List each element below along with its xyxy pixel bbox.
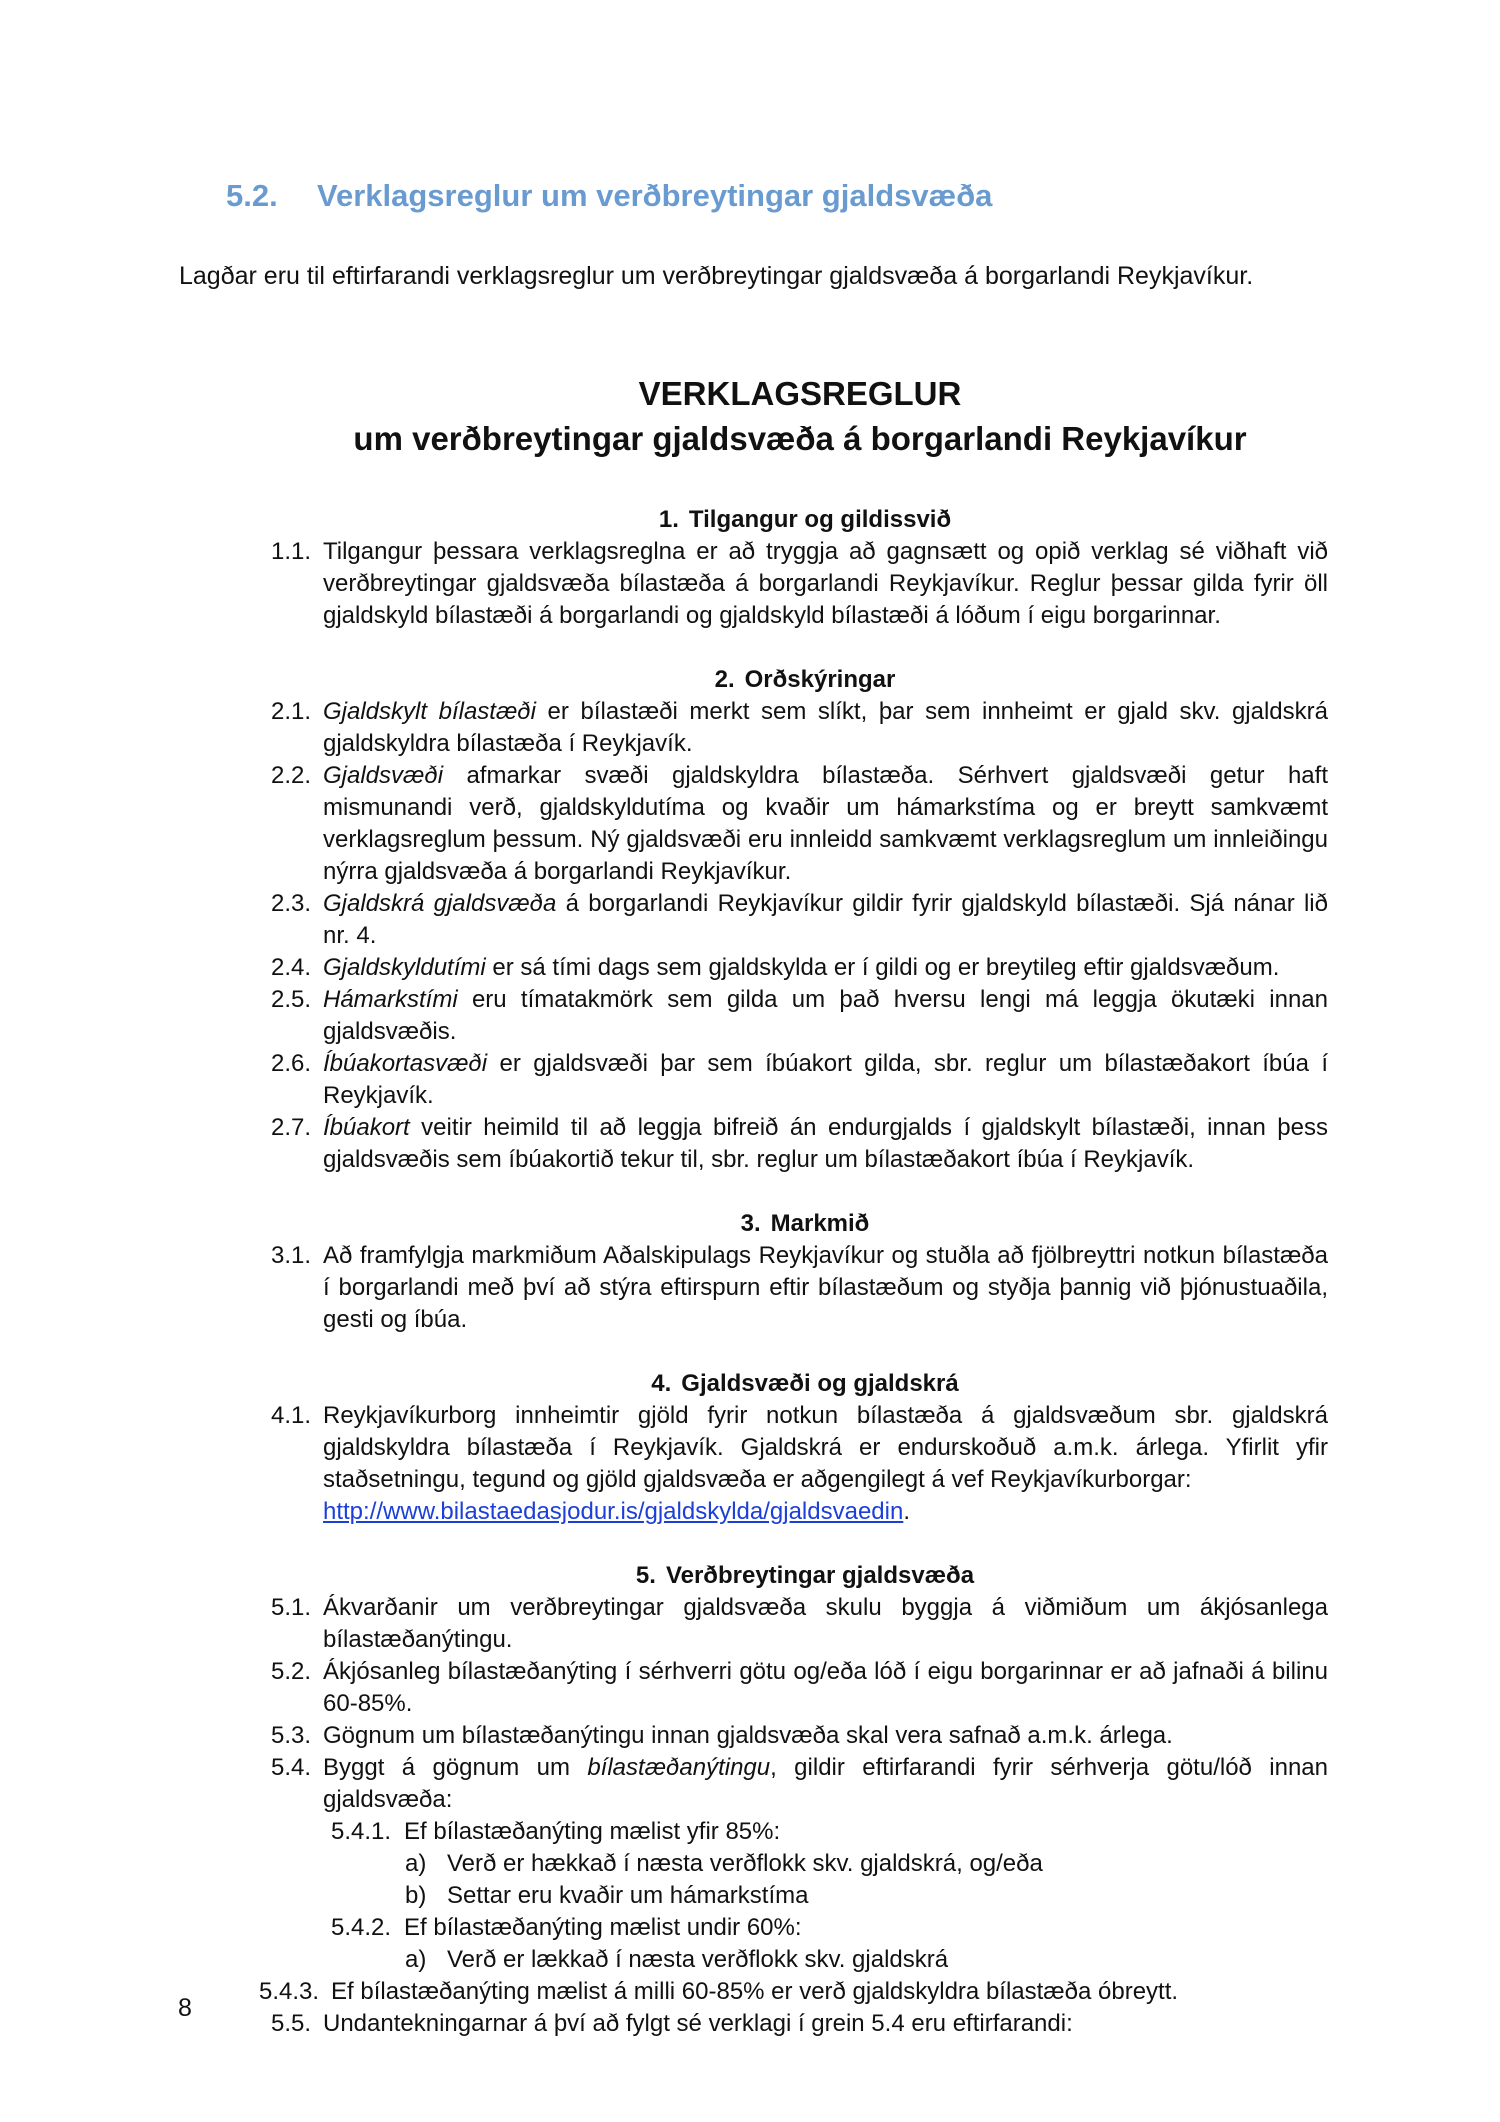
rule-item-number: 2.1. — [271, 698, 312, 725]
rule-item — [0, 1720, 1328, 1752]
section-title: Verklagsreglur um verðbreytingar gjaldsvæða — [317, 178, 993, 213]
rule-item — [0, 1592, 1328, 1656]
rule-item-number: 5.5. — [271, 2010, 312, 2037]
rule-item — [0, 1656, 1328, 1720]
rules-body — [0, 504, 1500, 2040]
rule-subitem-text: Ef bílastæðanýting mælist á milli 60-85% er verð gjaldskyldra bílastæða óbreytt. — [331, 1978, 1179, 2005]
rule-item-number: 2.6. — [271, 1050, 312, 1077]
rule-letter: a) — [405, 1946, 427, 1973]
rule-item — [0, 1048, 1328, 1112]
rule-section-heading — [50, 1208, 1500, 1240]
rule-letter-item — [0, 1944, 1347, 1976]
rule-item-text: Reykjavíkurborg innheimtir gjöld fyrir notkun bílastæða á gjaldsvæðum sbr. gjaldskrá gjaldskyldra bílastæða í Reykjavík. Gjaldskrá er endurskoðuð a.m.k. árlega. Yfirlit yfir staðsetningu, tegund og gjöld gjaldsvæða er aðgengilegt á vef Reykjavíkurborgar: — [323, 1402, 1328, 1493]
rule-section-number: 2. — [714, 666, 735, 693]
rule-item-text: Að framfylgja markmiðum Aðalskipulags Reykjavíkur og stuðla að fjölbreyttri notkun bílastæða í borgarlandi með því að stýra eftirspurn eftir bílastæðum og styðja þannig við þjónustuaðila, gesti og íbúa. — [323, 1242, 1328, 1333]
rule-item — [0, 696, 1328, 760]
rule-section-heading — [50, 1560, 1500, 1592]
rule-letter-text: Verð er hækkað í næsta verðflokk skv. gjaldskrá, og/eða — [447, 1850, 1043, 1877]
rule-term: Íbúakort — [323, 1114, 410, 1141]
rule-section-heading — [50, 664, 1500, 696]
rule-subitem-number: 5.4.2. — [331, 1914, 392, 1941]
rule-subitem-text: Ef bílastæðanýting mælist undir 60%: — [404, 1914, 802, 1941]
rule-letter: b) — [405, 1882, 427, 1909]
document-title: VERKLAGSREGLUR — [638, 375, 962, 412]
rule-item-number: 1.1. — [271, 538, 312, 565]
rule-item — [0, 1400, 1328, 1528]
rule-section-heading — [50, 1368, 1500, 1400]
rule-section-title: Orðskýringar — [744, 666, 896, 693]
rule-item-number: 5.4. — [271, 1754, 312, 1781]
rule-item-number: 2.7. — [271, 1114, 312, 1141]
gjaldsvaedin-link[interactable]: http://www.bilastaedasjodur.is/gjaldskylda/gjaldsvaedin — [323, 1498, 904, 1525]
rule-term: Íbúakortasvæði — [323, 1050, 488, 1077]
rule-item-number: 5.2. — [271, 1658, 312, 1685]
intro-paragraph: Lagðar eru til eftirfarandi verklagsreglur um verðbreytingar gjaldsvæða á borgarlandi Reykjavíkur. — [179, 262, 1254, 290]
rule-item — [0, 760, 1328, 888]
rule-item — [0, 1240, 1328, 1336]
rule-term: Gjaldskrá gjaldsvæða — [323, 890, 557, 917]
rule-section-title: Verðbreytingar gjaldsvæða — [665, 1562, 975, 1589]
rule-item — [0, 952, 1328, 984]
rule-term: Gjaldskyldutími — [323, 954, 486, 981]
rule-item-text: Ákjósanleg bílastæðanýting í sérhverri götu og/eða lóð í eigu borgarinnar er að jafnaði á bilinu 60-85%. — [323, 1658, 1328, 1717]
rule-letter-item — [0, 1880, 1347, 1912]
rule-letter-text: Verð er lækkað í næsta verðflokk skv. gjaldskrá — [447, 1946, 949, 1973]
rule-letter: a) — [405, 1850, 427, 1877]
section-heading — [226, 178, 992, 214]
rule-item-number: 2.4. — [271, 954, 312, 981]
document-subtitle: um verðbreytingar gjaldsvæða á borgarlandi Reykjavíkur — [353, 420, 1247, 457]
rule-item-text: er bílastæði merkt sem slíkt, þar sem innheimt er gjald skv. gjaldskrá gjaldskyldra bílastæða í Reykjavík. — [323, 698, 1328, 757]
rule-item-number: 4.1. — [271, 1402, 312, 1429]
rule-item-text: Undantekningarnar á því að fylgt sé verklagi í grein 5.4 eru eftirfarandi: — [323, 2010, 1073, 2037]
rule-subitem — [0, 1816, 1304, 1848]
rule-term: Hámarkstími — [323, 986, 458, 1013]
rule-item-text: afmarkar svæði gjaldskyldra bílastæða. Sérhvert gjaldsvæði getur haft mismunandi verð, gjaldskyldutíma og kvaðir um hámarkstíma og er breytt samkvæmt verklagsreglum þessum. Ný gjaldsvæði eru innleidd samkvæmt verklagsreglum um innleiðingu nýrra gjaldsvæða á borgarlandi Reykjavíkur. — [323, 762, 1328, 885]
rule-item-number: 2.3. — [271, 890, 312, 917]
rule-item-number: 5.1. — [271, 1594, 312, 1621]
rule-subitem-number: 5.4.1. — [331, 1818, 392, 1845]
rule-item-number: 2.5. — [271, 986, 312, 1013]
rule-term: Gjaldskylt bílastæði — [323, 698, 536, 725]
rule-letter-item — [0, 1848, 1347, 1880]
rule-subitem-text: Ef bílastæðanýting mælist yfir 85%: — [404, 1818, 781, 1845]
rule-subitem-number: 5.4.3. — [259, 1978, 320, 2005]
rule-item-number: 3.1. — [271, 1242, 312, 1269]
rule-item-number: 2.2. — [271, 762, 312, 789]
rule-section-heading — [50, 504, 1500, 536]
rule-item — [0, 536, 1328, 632]
rule-item — [0, 2008, 1328, 2040]
rule-term: Gjaldsvæði — [323, 762, 444, 789]
rule-item-text: er gjaldsvæði þar sem íbúakort gilda, sbr. reglur um bílastæðakort íbúa í Reykjavík. — [323, 1050, 1328, 1109]
rule-section-title: Tilgangur og gildissvið — [688, 506, 952, 533]
rule-subitem — [0, 1976, 1331, 2008]
rule-item — [0, 984, 1328, 1048]
rule-item-text: , gildir eftirfarandi fyrir sérhverja götu/lóð innan gjaldsvæða: — [323, 1754, 1328, 1813]
rule-section-number: 5. — [635, 1562, 656, 1589]
rule-section-title: Markmið — [770, 1210, 870, 1237]
rule-item-text: eru tímatakmörk sem gilda um það hversu lengi má leggja ökutæki innan gjaldsvæðis. — [323, 986, 1328, 1045]
rule-item-text: á borgarlandi Reykjavíkur gildir fyrir gjaldskyld bílastæði. Sjá nánar lið nr. 4. — [323, 890, 1328, 949]
rule-item — [0, 888, 1328, 952]
rule-section-title: Gjaldsvæði og gjaldskrá — [681, 1370, 959, 1397]
rule-section-number: 1. — [658, 506, 679, 533]
rule-item — [0, 1112, 1328, 1176]
rule-item — [0, 1752, 1328, 1816]
link-period: . — [903, 1498, 911, 1525]
rule-item-text: er sá tími dags sem gjaldskylda er í gildi og er breytileg eftir gjaldsvæðum. — [485, 954, 1280, 981]
page-number: 8 — [178, 1994, 192, 2022]
rule-item-text: Gögnum um bílastæðanýtingu innan gjaldsvæða skal vera safnað a.m.k. árlega. — [323, 1722, 1173, 1749]
rule-item-text: Tilgangur þessara verklagsreglna er að tryggja að gagnsætt og opið verklag sé viðhaft við verðbreytingar gjaldsvæða bílastæða á borgarlandi Reykjavíkur. Reglur þessar gilda fyrir öll gjaldskyld bílastæði á borgarlandi og gjaldskyld bílastæði á lóðum í eigu borgarinnar. — [323, 538, 1328, 629]
rule-letter-text: Settar eru kvaðir um hámarkstíma — [447, 1882, 809, 1909]
rule-item-text: veitir heimild til að leggja bifreið án endurgjalds í gjaldskylt bílastæði, innan þess gjaldsvæðis sem íbúakortið tekur til, sbr. reglur um bílastæðakort íbúa í Reykjavík. — [323, 1114, 1328, 1173]
rule-item-number: 5.3. — [271, 1722, 312, 1749]
rule-section-number: 3. — [740, 1210, 761, 1237]
rule-term: bílastæðanýtingu — [587, 1754, 771, 1781]
rule-subitem — [0, 1912, 1304, 1944]
rule-section-number: 4. — [651, 1370, 672, 1397]
rule-item-text: Byggt á gögnum um — [323, 1754, 588, 1781]
rule-item-text: Ákvarðanir um verðbreytingar gjaldsvæða skulu byggja á viðmiðum um ákjósanlega bílastæðanýtingu. — [323, 1594, 1328, 1653]
section-number: 5.2. — [226, 178, 278, 213]
